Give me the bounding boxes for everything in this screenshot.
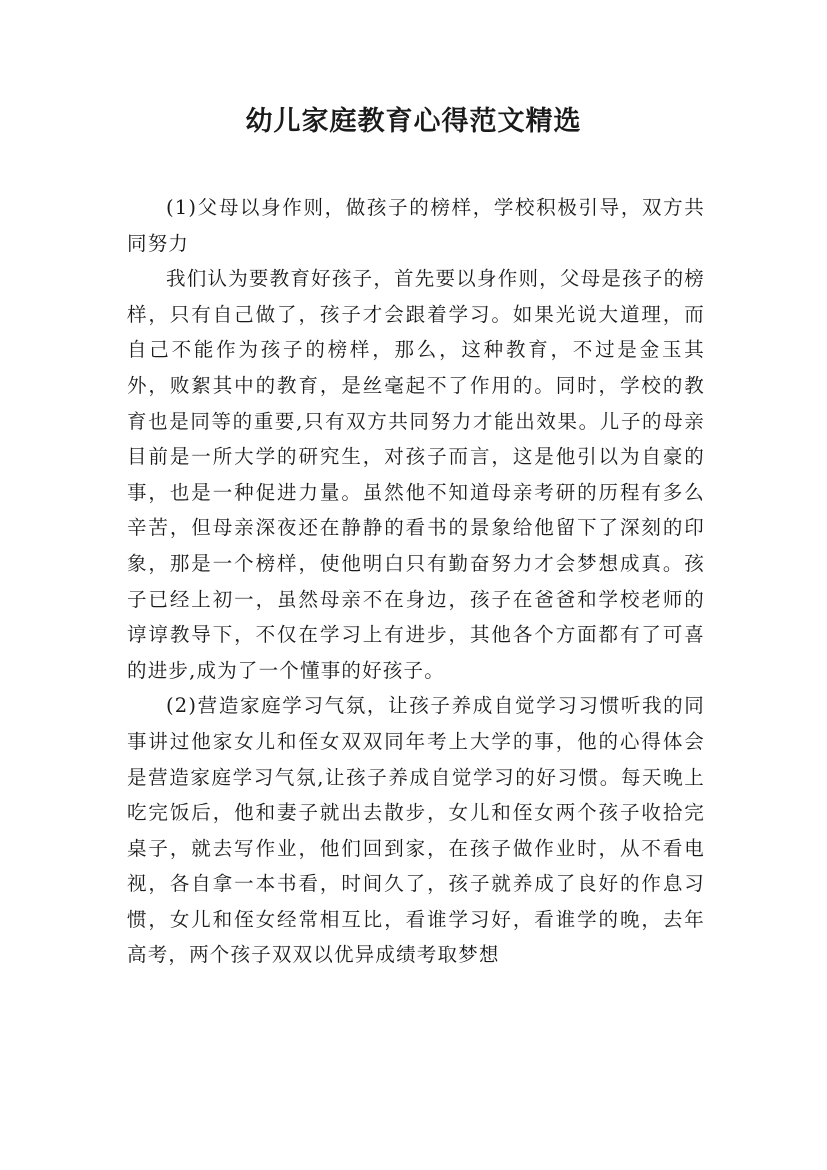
paragraph-2: 我们认为要教育好孩子，首先要以身作则，父母是孩子的榜样，只有自己做了，孩子才会跟着学习。如果光说大道理，而自己不能作为孩子的榜样，那么，这种教育，不过是金玉其外，败絮其中的教育，是丝毫起不了作用的。同时，学校的教育也是同等的重要,只有双方共同努力才能出效果。儿子的母亲目前是一所大学的研究生，对孩子而言，这是他引以为自豪的事，也是一种促进力量。虽然他不知道母亲考研的历程有多么辛苦，但母亲深夜还在静静的看书的景象给他留下了深刻的印象，那是一个榜样，使他明白只有勤奋努力才会梦想成真。孩子已经上初一，虽然母亲不在身边，孩子在爸爸和学校老师的谆谆教导下，不仅在学习上有进步，其他各个方面都有了可喜的进步,成为了一个懂事的好孩子。 bbox=[127, 267, 705, 682]
document-title: 幼儿家庭教育心得范文精选 bbox=[245, 106, 582, 137]
paragraph-1: (1)父母以身作则，做孩子的榜样，学校积极引导，双方共同努力 bbox=[127, 196, 705, 255]
document-body bbox=[127, 190, 705, 973]
paragraph-3: (2)营造家庭学习气氛，让孩子养成自觉学习习惯听我的同事讲过他家女儿和侄女双双同年考上大学的事，他的心得体会是营造家庭学习气氛,让孩子养成自觉学习的好习惯。每天晚上吃完饭后，他和妻子就出去散步，女儿和侄女两个孩子收拾完桌子，就去写作业，他们回到家，在孩子做作业时，从不看电视，各自拿一本书看，时间久了，孩子就养成了良好的作息习惯，女儿和侄女经常相互比，看谁学习好，看谁学的晚，去年高考，两个孩子双双以优异成绩考取梦想 bbox=[127, 694, 705, 967]
